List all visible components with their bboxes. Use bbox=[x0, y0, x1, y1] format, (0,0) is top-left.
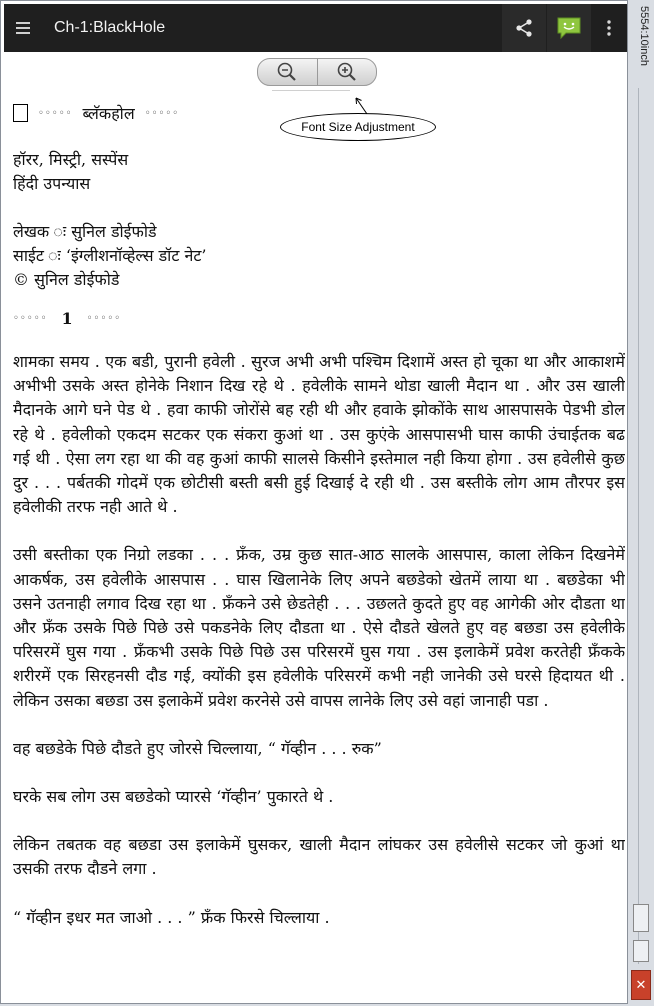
scrollbar-thumb[interactable] bbox=[633, 904, 649, 932]
close-button[interactable]: ✕ bbox=[631, 970, 651, 1000]
paragraph: उसी बस्तीका एक निग्रो लडका . . . फ्रॅंक, उम्र कुछ सात-आठ सालके आसपास, काला लेकिन दिखनेमें आकर्षक, उस हवेलीके आसपास . . घास खिलानेके लिए अपने बछडेको खेतमें लाया था . बछडेका भी उसने उतनाही लगाव दिख रहा था . फ्रॅंकने उसे छेडतेही . . . उछलते कुदते हुए वह आगेकी ओर दौडता था और फ्रॅंक उसके पिछे पिछे उसे पकडनेके लिए दौडता था . ऐसे दौडते खेलते हुए वह बछडा उस हवेलीके परिसरमें घुस गया . फ्रॅंकभी उसके पिछे पिछे उस परिसरमें घुस गया . उस इलाकेमें प्रवेश करतेही फ्रॅंकके शरीरमें एक सिरहनसी दौड गई, क्योंकी इस हवेलीके परिसरमें कभी नही जानेकी उसे घरसे हिदायत थी . लेकिन उसका बछडा उस इलाकेमें प्रवेश करनेसे उसे वापस लानेके लिए उसे वहां जानाही पडा . bbox=[13, 545, 625, 710]
missing-glyph-box bbox=[13, 104, 28, 122]
chat-icon bbox=[556, 16, 582, 40]
action-bar bbox=[4, 4, 627, 52]
scrollbar-track[interactable] bbox=[638, 88, 639, 964]
zoom-out-icon bbox=[276, 61, 298, 83]
book-title: ब्लॅकहोल bbox=[82, 104, 135, 123]
reader-content bbox=[13, 98, 625, 966]
chapter-dots-left: ◦◦◦◦◦ bbox=[13, 312, 48, 324]
paragraph: वह बछडेके पिछे दौडते हुए जोरसे चिल्लाया, “ गॅव्हीन . . . रुक” bbox=[13, 738, 382, 758]
chapter-dots-right: ◦◦◦◦◦ bbox=[86, 312, 122, 324]
chapter-number: 1 bbox=[61, 308, 73, 328]
type-line: हिंदी उपन्यास bbox=[13, 174, 91, 193]
share-icon bbox=[514, 18, 534, 38]
copyright-line: © सुनिल डोईफोडे bbox=[13, 270, 120, 289]
paragraph: लेकिन तबतक वह बछडा उस इलाकेमें घुसकर, खाली मैदान लांघकर उस हवेलीसे सटकर जो कुआं था उसकी तरफ दौडने लगा . bbox=[13, 835, 625, 879]
zoom-in-icon bbox=[336, 61, 358, 83]
heading-dots-left: ◦◦◦◦◦ bbox=[38, 107, 73, 119]
zoom-control bbox=[257, 58, 377, 86]
scrollbar-handle[interactable] bbox=[633, 940, 649, 962]
paragraph: घरके सब लोग उस बछडेको प्यारसे ‘गॅव्हीन’ पुकारते थे . bbox=[13, 787, 334, 807]
zoom-out-button[interactable] bbox=[258, 59, 317, 85]
chapter-heading bbox=[13, 306, 625, 330]
share-button[interactable] bbox=[502, 4, 546, 52]
more-vert-icon bbox=[606, 19, 612, 37]
menu-icon[interactable] bbox=[16, 22, 30, 34]
paragraph: शामका समय . एक बडी, पुरानी हवेली . सुरज अभी अभी पश्चिम दिशामें अस्त हो चूका था और आकाशमें अभीभी उसके अस्त होनेके निशान दिख रहे थे . हवेलीके सामने थोडा खाली मैदान था . और उस खाली मैदानके आगे घने पेड थे . हवा काफी जोरोंसे बह रही थी और हवाके झोकोंके साथ आसपासके पेडभी डोल रहे थे . हवेलीको एकदम सटकर एक संकरा कुआं था . उस कुएंके आसपासभी घास काफी उंचाईतक बढ गई थी . ऐसा लग रहा था की वह कुआं काफी सालसे किसीने इस्तेमाल नही किया होगा . उस हवेलीसे कुछ दुर . . . पर्बतकी गोदमें एक छोटीसी बस्ती बसी हुई दिखाई दे रही थी . उस बस्तीके लोग आम तौरपर इस हवेलीकी तरफ नही आते थे . bbox=[13, 352, 625, 517]
window-dimensions-label: 5554:10inch bbox=[638, 6, 650, 66]
genre-line: हॉरर, मिस्ट्री, सस्पेंस bbox=[13, 150, 129, 169]
book-heading bbox=[13, 98, 625, 128]
paragraph: “ गॅव्हीन इधर मत जाओ . . . ” फ्रॅंक फिरसे चिल्लाया . bbox=[13, 907, 330, 927]
site-line: साईट ः ‘इंग्लीशनॉव्हेल्स डॉट नेट’ bbox=[13, 246, 207, 265]
author-line: लेखक ः सुनिल डोईफोडे bbox=[13, 222, 157, 241]
chat-button[interactable] bbox=[547, 4, 591, 52]
zoom-in-button[interactable] bbox=[317, 59, 377, 85]
page-title: Ch-1:BlackHole bbox=[54, 19, 166, 36]
more-options-button[interactable] bbox=[591, 4, 627, 52]
heading-dots-right: ◦◦◦◦◦ bbox=[144, 107, 180, 119]
font-size-annotation: Font Size Adjustment bbox=[280, 113, 436, 141]
zoom-divider bbox=[272, 90, 350, 91]
